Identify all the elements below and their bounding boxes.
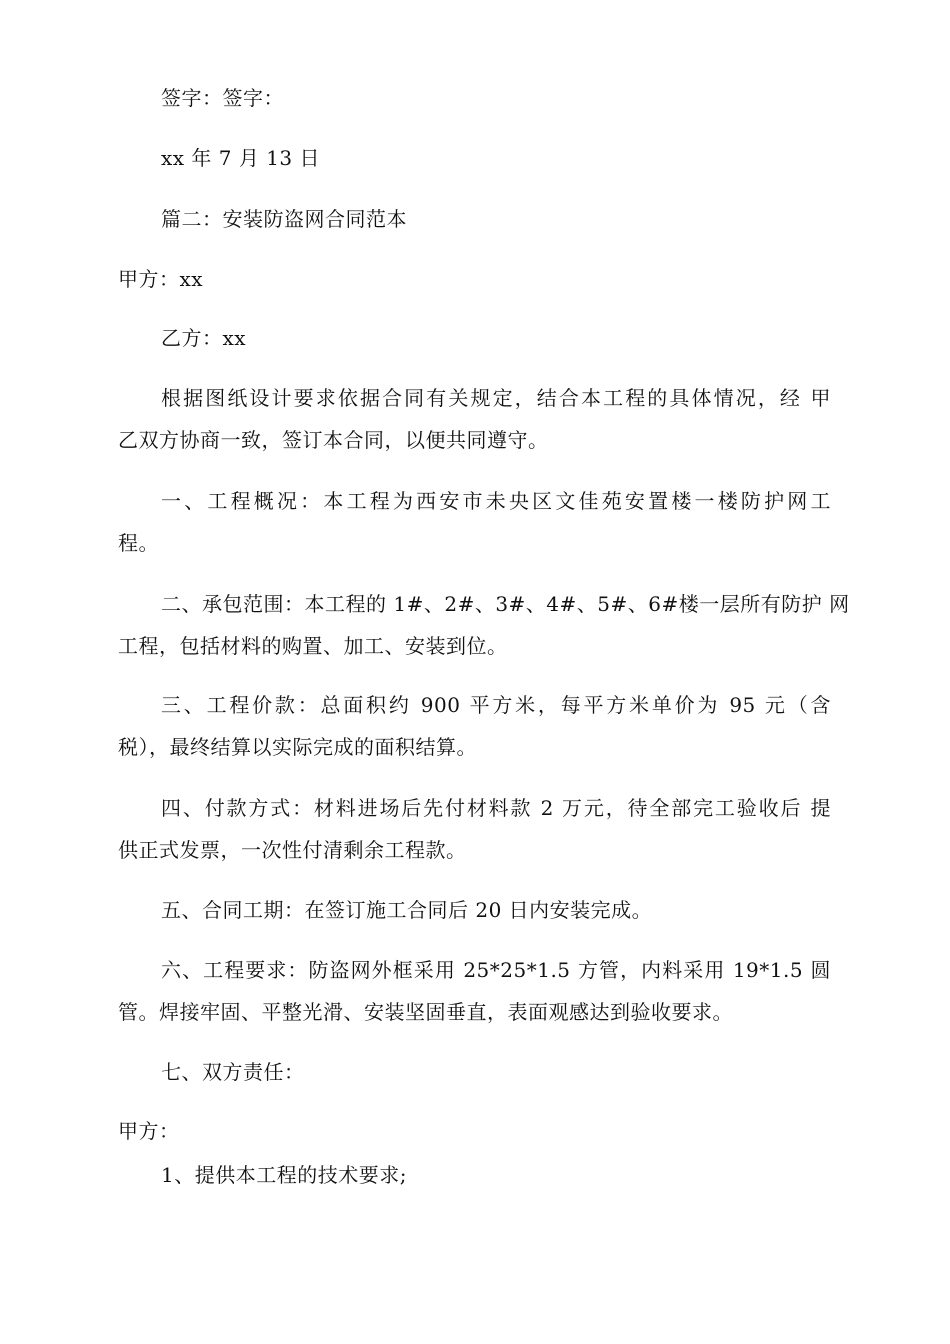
party-a-item-1: 1、提供本工程的技术要求; (161, 1163, 407, 1187)
clause-3-line-1: 三、工程价款：总面积约 900 平方米，每平方米单价为 95 元（含 (161, 693, 831, 717)
party-b-line: 乙方：xx (161, 326, 247, 350)
clause-1-line-2: 程。 (118, 531, 159, 555)
clause-4-line-1: 四、付款方式：材料进场后先付材料款 2 万元，待全部完工验收后 提 (161, 796, 831, 820)
clause-2-line-1: 二、承包范围：本工程的 1#、2#、3#、4#、5#、6#楼一层所有防护 网 (161, 592, 850, 616)
date-line: xx 年 7 月 13 日 (161, 146, 321, 170)
intro-line-2: 乙双方协商一致，签订本合同，以便共同遵守。 (118, 428, 549, 452)
intro-line-1: 根据图纸设计要求依据合同有关规定，结合本工程的具体情况，经 甲 (161, 386, 831, 410)
party-a-line: 甲方：xx (118, 267, 204, 291)
clause-7-line: 七、双方责任： (161, 1060, 305, 1084)
clause-1-line-1: 一、工程概况：本工程为西安市未央区文佳苑安置楼一楼防护网工 (161, 489, 831, 513)
section-title: 篇二：安装防盗网合同范本 (161, 207, 407, 231)
clause-6-line-2: 管。焊接牢固、平整光滑、安装坚固垂直，表面观感达到验收要求。 (118, 1000, 733, 1024)
clause-4-line-2: 供正式发票，一次性付清剩余工程款。 (118, 838, 467, 862)
signature-line: 签字：签字： (161, 86, 284, 110)
clause-3-line-2: 税），最终结算以实际完成的面积结算。 (118, 735, 477, 759)
clause-5-line: 五、合同工期：在签订施工合同后 20 日内安装完成。 (161, 898, 653, 922)
clause-6-line-1: 六、工程要求：防盗网外框采用 25*25*1.5 方管，内料采用 19*1.5 圆 (161, 958, 831, 982)
party-a-heading: 甲方： (118, 1119, 180, 1143)
clause-2-line-2: 工程，包括材料的购置、加工、安装到位。 (118, 634, 508, 658)
